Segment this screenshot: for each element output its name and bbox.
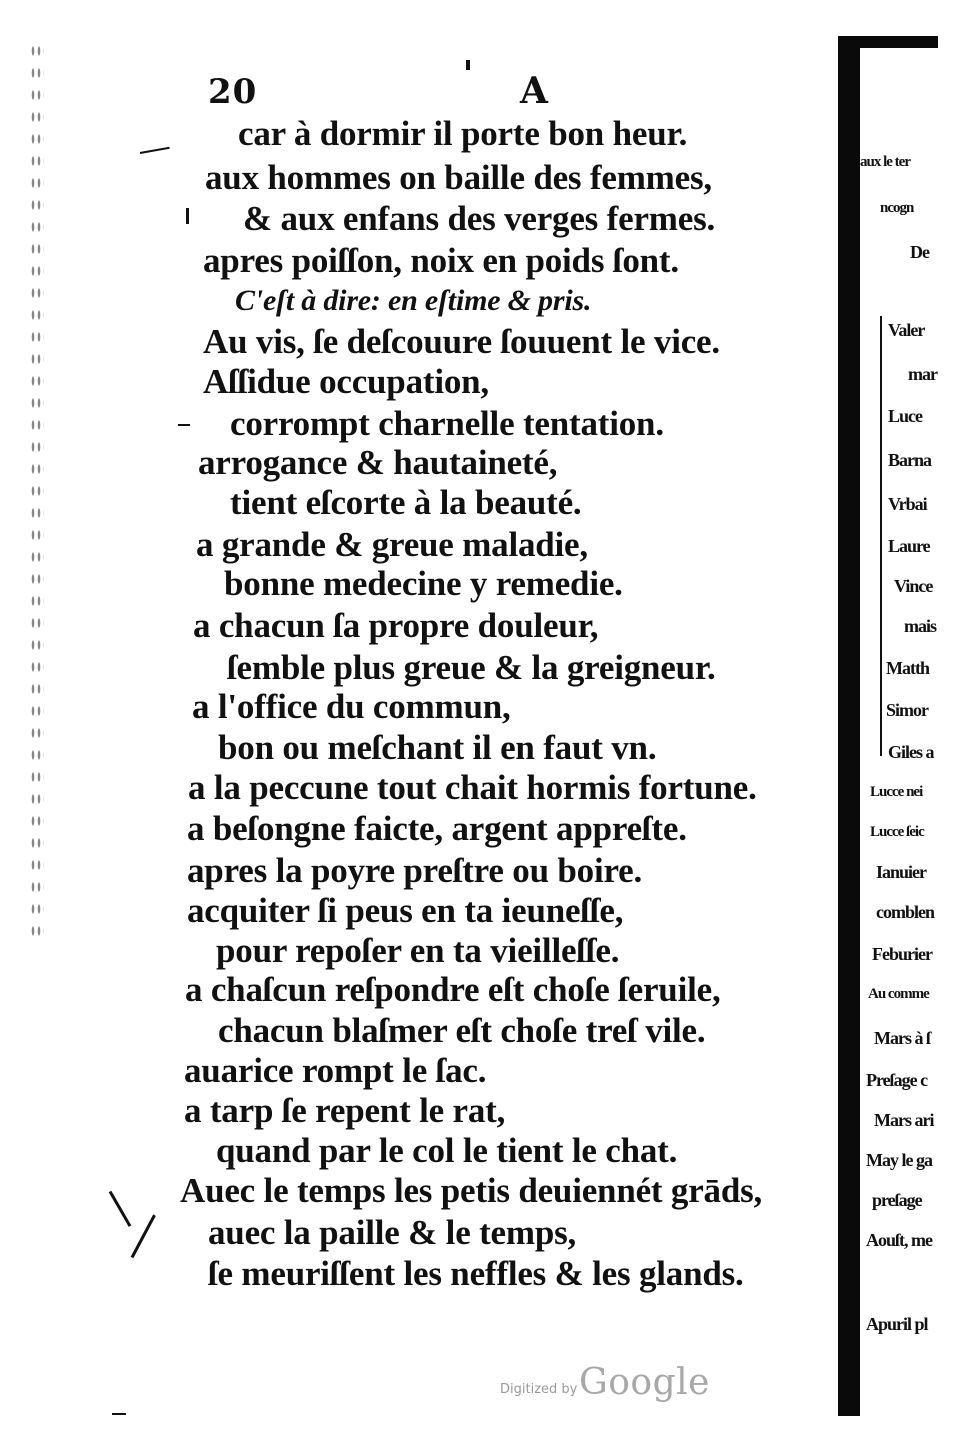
facing-fragment: Matth [886, 658, 929, 678]
verse-line: Aſſidue occupation, [203, 362, 489, 401]
facing-fragment: Lucce ſeic [870, 824, 924, 840]
verse-line: bon ou meſchant il en faut vn. [218, 728, 657, 767]
facing-fragment: mais [904, 616, 936, 636]
verse-line: a chacun ſa propre douleur, [193, 606, 599, 645]
verse-line: arrogance & hautaineté, [198, 443, 558, 482]
verse-line: apres la poyre preſtre ou boire. [187, 851, 643, 890]
watermark-prefix: Digitized by [500, 1382, 578, 1397]
verse-line: & aux enfans des verges fermes. [243, 199, 716, 238]
facing-fragment: Luce [888, 406, 922, 426]
page-top-edge [838, 36, 938, 48]
verse-line: acquiter ſi peus en ta ieuneſſe, [187, 891, 624, 930]
page-gutter-shadow [838, 36, 860, 1416]
facing-fragment: aux le ter [860, 154, 910, 170]
verse-line: car à dormir il porte bon heur. [238, 114, 688, 153]
verse-line: a la peccune tout chait hormis fortune. [188, 768, 757, 807]
ink-mark [131, 1214, 156, 1258]
facing-fragment: Simor [886, 700, 928, 720]
verse-line: a chaſcun reſpondre eſt choſe ſeruile, [185, 970, 721, 1009]
verse-line: ſemble plus greue & la greigneur. [227, 648, 716, 687]
verse-line: a l'office du commun, [192, 687, 511, 726]
facing-fragment: Laure [888, 536, 930, 556]
facing-fragment: mar [908, 364, 937, 384]
facing-fragment: Barna [888, 450, 932, 470]
facing-fragment: ncogn [880, 200, 914, 216]
facing-fragment: Vrbai [888, 494, 927, 514]
facing-fragment: Valer [888, 320, 925, 340]
ink-mark [109, 1191, 132, 1227]
ink-mark [186, 208, 189, 224]
facing-fragment: De [910, 242, 929, 262]
verse-line: chacun blaſmer eſt choſe treſ vile. [218, 1011, 706, 1050]
facing-fragment: Apuril pl [866, 1314, 928, 1334]
verse-line: Au vis, ſe deſcouure ſouuent le vice. [203, 322, 720, 361]
facing-fragment: Mars ari [874, 1110, 934, 1130]
verse-line: corrompt charnelle tentation. [230, 404, 664, 443]
running-head: A [520, 70, 548, 112]
verse-line: tient eſcorte à la beauté. [230, 483, 582, 522]
verse-line: auarice rompt le ſac. [184, 1051, 487, 1090]
facing-fragment: preſage [872, 1190, 922, 1210]
facing-fragment: Lucce nei [870, 784, 923, 800]
margin-rule [880, 316, 882, 756]
page-number: 20 [208, 72, 258, 112]
facing-fragment: Vince [894, 576, 933, 596]
google-logo: Google [579, 1362, 710, 1403]
verse-line: aux hommes on baille des femmes, [205, 158, 712, 197]
facing-fragment: Preſage c [866, 1070, 928, 1090]
ink-mark [178, 424, 190, 426]
facing-fragment: Feburier [872, 944, 932, 964]
binding-edge [30, 40, 44, 940]
facing-fragment: Au comme [868, 986, 929, 1002]
header-mark [466, 60, 470, 70]
verse-line: auec la paille & le temps, [208, 1213, 577, 1252]
facing-fragment: May le ga [866, 1150, 932, 1170]
verse-line: pour repoſer en ta vieilleſſe. [216, 931, 620, 970]
facing-page [838, 36, 959, 1416]
facing-fragment: comblen [876, 902, 934, 922]
facing-fragment: Giles a [888, 742, 934, 762]
verse-line: quand par le col le tient le chat. [216, 1131, 678, 1170]
verse-line: apres poiſſon, noix en poids ſont. [203, 241, 679, 280]
verse-line: a tarp ſe repent le rat, [184, 1091, 506, 1130]
verse-line: Auec le temps les petis deuiennét grāds, [180, 1171, 763, 1210]
facing-fragment: Mars à ſ [874, 1028, 930, 1048]
verse-line: ſe meuriſſent les neffles & les glands. [208, 1254, 744, 1293]
ink-mark [112, 1413, 126, 1415]
facing-fragment: Ianuier [876, 862, 927, 882]
facing-fragment: Aouſt, me [866, 1230, 932, 1250]
verse-line: a beſongne faicte, argent appreſte. [187, 809, 687, 848]
verse-line: bonne medecine y remedie. [224, 564, 623, 603]
verse-line: a grande & greue maladie, [196, 525, 588, 564]
verse-line-italic: C'eſt à dire: en eſtime & pris. [235, 284, 592, 317]
ink-mark [140, 147, 170, 154]
